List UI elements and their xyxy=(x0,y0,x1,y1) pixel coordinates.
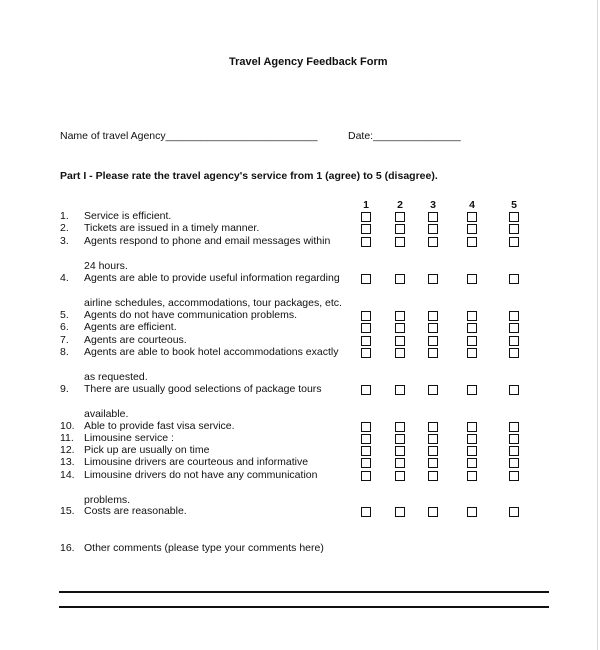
item-number: 5. xyxy=(60,309,69,321)
rating-checkbox-3[interactable] xyxy=(428,507,438,517)
item-text: Agents are able to book hotel accommodations exactly xyxy=(84,346,339,358)
rating-checkbox-3[interactable] xyxy=(428,434,438,444)
rating-checkbox-5[interactable] xyxy=(509,237,519,247)
rating-checkbox-3[interactable] xyxy=(428,385,438,395)
rating-checkbox-2[interactable] xyxy=(395,274,405,284)
rating-checkbox-3[interactable] xyxy=(428,212,438,222)
rating-checkbox-1[interactable] xyxy=(361,458,371,468)
item-text: Limousine drivers are courteous and informative xyxy=(84,456,309,468)
rating-checkbox-4[interactable] xyxy=(467,311,477,321)
rating-checkbox-1[interactable] xyxy=(361,336,371,346)
rating-checkbox-3[interactable] xyxy=(428,422,438,432)
rating-checkbox-3[interactable] xyxy=(428,311,438,321)
rating-checkbox-5[interactable] xyxy=(509,348,519,358)
rating-checkbox-1[interactable] xyxy=(361,348,371,358)
rating-checkbox-1[interactable] xyxy=(361,323,371,333)
item-number: 2. xyxy=(60,222,69,234)
item-text: Limousine drivers do not have any communication xyxy=(84,469,318,481)
rating-checkbox-5[interactable] xyxy=(509,274,519,284)
rating-checkbox-4[interactable] xyxy=(467,458,477,468)
item-number: 9. xyxy=(60,383,69,395)
rating-checkbox-2[interactable] xyxy=(395,237,405,247)
comments-number: 16. xyxy=(60,542,75,554)
item-number: 14. xyxy=(60,469,75,481)
rating-checkbox-2[interactable] xyxy=(395,471,405,481)
item-text: Tickets are issued in a timely manner. xyxy=(84,222,260,234)
rating-checkbox-3[interactable] xyxy=(428,348,438,358)
agency-name-field[interactable]: Name of travel Agency__________________________ xyxy=(60,130,318,142)
comments-label: Other comments (please type your comments here) xyxy=(84,542,324,554)
rating-checkbox-4[interactable] xyxy=(467,323,477,333)
rating-checkbox-4[interactable] xyxy=(467,507,477,517)
rating-checkbox-5[interactable] xyxy=(509,507,519,517)
rating-checkbox-1[interactable] xyxy=(361,311,371,321)
rating-checkbox-5[interactable] xyxy=(509,212,519,222)
rating-checkbox-5[interactable] xyxy=(509,422,519,432)
item-text: Agents respond to phone and email messages within xyxy=(84,235,331,247)
rating-checkbox-2[interactable] xyxy=(395,434,405,444)
rating-checkbox-5[interactable] xyxy=(509,471,519,481)
rating-checkbox-1[interactable] xyxy=(361,434,371,444)
rating-checkbox-4[interactable] xyxy=(467,422,477,432)
rating-checkbox-2[interactable] xyxy=(395,507,405,517)
scale-header-3: 3 xyxy=(430,199,436,211)
rating-checkbox-2[interactable] xyxy=(395,311,405,321)
rating-checkbox-4[interactable] xyxy=(467,237,477,247)
rating-checkbox-4[interactable] xyxy=(467,348,477,358)
item-text: Agents are able to provide useful information regarding xyxy=(84,272,340,284)
rating-checkbox-1[interactable] xyxy=(361,385,371,395)
rating-checkbox-3[interactable] xyxy=(428,224,438,234)
rating-checkbox-4[interactable] xyxy=(467,224,477,234)
item-number: 8. xyxy=(60,346,69,358)
scale-header-1: 1 xyxy=(363,199,369,211)
item-text: Service is efficient. xyxy=(84,210,172,222)
item-number: 10. xyxy=(60,420,75,432)
rating-checkbox-2[interactable] xyxy=(395,224,405,234)
rating-checkbox-4[interactable] xyxy=(467,274,477,284)
rating-checkbox-5[interactable] xyxy=(509,385,519,395)
rating-checkbox-2[interactable] xyxy=(395,348,405,358)
rating-checkbox-1[interactable] xyxy=(361,446,371,456)
item-text: Agents do not have communication problems. xyxy=(84,309,298,321)
date-field[interactable]: Date:_______________ xyxy=(348,130,461,142)
rating-checkbox-3[interactable] xyxy=(428,471,438,481)
item-text: Agents are efficient. xyxy=(84,321,177,333)
rating-checkbox-2[interactable] xyxy=(395,446,405,456)
item-text-continued: as requested. xyxy=(84,371,148,383)
comment-line-1[interactable] xyxy=(59,591,549,593)
comment-line-2[interactable] xyxy=(59,606,549,608)
scale-header-2: 2 xyxy=(397,199,403,211)
rating-checkbox-1[interactable] xyxy=(361,471,371,481)
item-text-continued: 24 hours. xyxy=(84,260,128,272)
rating-checkbox-3[interactable] xyxy=(428,237,438,247)
item-number: 12. xyxy=(60,444,75,456)
item-number: 13. xyxy=(60,456,75,468)
rating-checkbox-5[interactable] xyxy=(509,446,519,456)
rating-checkbox-3[interactable] xyxy=(428,336,438,346)
rating-checkbox-5[interactable] xyxy=(509,224,519,234)
rating-checkbox-2[interactable] xyxy=(395,323,405,333)
rating-checkbox-2[interactable] xyxy=(395,212,405,222)
rating-checkbox-2[interactable] xyxy=(395,385,405,395)
rating-checkbox-1[interactable] xyxy=(361,507,371,517)
rating-checkbox-2[interactable] xyxy=(395,336,405,346)
rating-checkbox-5[interactable] xyxy=(509,311,519,321)
item-text-continued: problems. xyxy=(84,494,131,506)
rating-checkbox-3[interactable] xyxy=(428,323,438,333)
item-text: There are usually good selections of package tours xyxy=(84,383,322,395)
item-text: Limousine service : xyxy=(84,432,174,444)
form-title: Travel Agency Feedback Form xyxy=(229,56,388,68)
scale-header-4: 4 xyxy=(469,199,475,211)
item-number: 6. xyxy=(60,321,69,333)
rating-checkbox-4[interactable] xyxy=(467,385,477,395)
rating-checkbox-3[interactable] xyxy=(428,274,438,284)
item-text: Costs are reasonable. xyxy=(84,505,187,517)
item-text-continued: airline schedules, accommodations, tour packages, etc. xyxy=(84,297,342,309)
rating-checkbox-4[interactable] xyxy=(467,336,477,346)
scale-header-5: 5 xyxy=(511,199,517,211)
item-number: 11. xyxy=(60,432,74,444)
item-number: 1. xyxy=(60,210,69,222)
item-number: 7. xyxy=(60,334,69,346)
rating-checkbox-5[interactable] xyxy=(509,458,519,468)
rating-checkbox-4[interactable] xyxy=(467,446,477,456)
rating-checkbox-4[interactable] xyxy=(467,471,477,481)
rating-checkbox-2[interactable] xyxy=(395,458,405,468)
rating-checkbox-1[interactable] xyxy=(361,224,371,234)
rating-checkbox-4[interactable] xyxy=(467,434,477,444)
item-text: Pick up are usually on time xyxy=(84,444,210,456)
item-number: 15. xyxy=(60,505,75,517)
item-number: 3. xyxy=(60,235,69,247)
part-heading: Part I - Please rate the travel agency's service from 1 (agree) to 5 (disagree). xyxy=(60,170,438,182)
rating-checkbox-5[interactable] xyxy=(509,323,519,333)
rating-checkbox-1[interactable] xyxy=(361,274,371,284)
item-text: Agents are courteous. xyxy=(84,334,187,346)
rating-checkbox-4[interactable] xyxy=(467,212,477,222)
rating-checkbox-3[interactable] xyxy=(428,446,438,456)
rating-checkbox-3[interactable] xyxy=(428,458,438,468)
item-text-continued: available. xyxy=(84,408,129,420)
item-number: 4. xyxy=(60,272,69,284)
rating-checkbox-1[interactable] xyxy=(361,237,371,247)
rating-checkbox-5[interactable] xyxy=(509,336,519,346)
rating-checkbox-1[interactable] xyxy=(361,422,371,432)
rating-checkbox-2[interactable] xyxy=(395,422,405,432)
rating-checkbox-1[interactable] xyxy=(361,212,371,222)
item-text: Able to provide fast visa service. xyxy=(84,420,235,432)
rating-checkbox-5[interactable] xyxy=(509,434,519,444)
